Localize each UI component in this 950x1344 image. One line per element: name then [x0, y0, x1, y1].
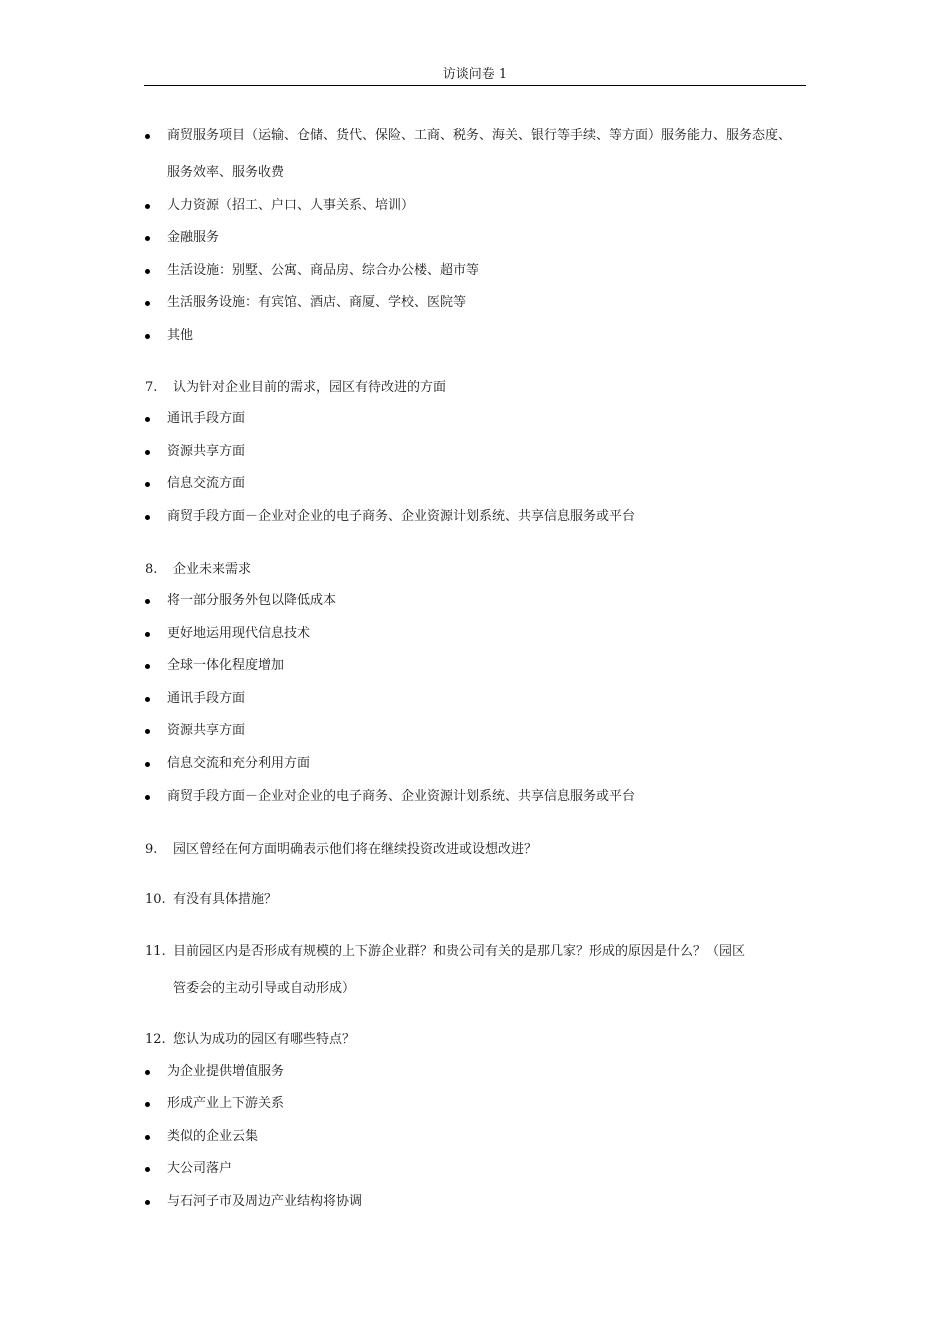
bullet-icon	[145, 1070, 150, 1075]
list-item: 信息交流和充分利用方面	[167, 756, 311, 771]
list-item: 形成产业上下游关系	[167, 1096, 285, 1111]
list-item: 金融服务	[167, 230, 220, 245]
question-number: 9.	[145, 842, 158, 857]
list-item: 商贸服务项目（运输、仓储、货代、保险、工商、税务、海关、银行等手续、等方面）服务能力、服务态度、	[167, 128, 792, 143]
list-item: 全球一体化程度增加	[167, 658, 285, 673]
bullet-icon	[145, 1167, 150, 1172]
question-text: 认为针对企业目前的需求，园区有待改进的方面	[173, 380, 447, 395]
bullet-icon	[145, 334, 150, 339]
question-text: 您认为成功的园区有哪些特点？	[173, 1032, 356, 1047]
list-item: 大公司落户	[167, 1161, 233, 1176]
list-item: 商贸手段方面－企业对企业的电子商务、企业资源计划系统、共享信息服务或平台	[167, 509, 636, 524]
question-text: 企业未来需求	[173, 562, 252, 577]
bullet-icon	[145, 450, 150, 455]
question-number: 11.	[145, 944, 166, 959]
list-item: 生活服务设施：有宾馆、酒店、商厦、学校、医院等	[167, 295, 467, 310]
list-item: 信息交流方面	[167, 476, 246, 491]
question-text: 目前园区内是否形成有规模的上下游企业群？和贵公司有关的是那几家？形成的原因是什么？（园区	[173, 944, 746, 959]
header-title: 访谈问卷 1	[442, 67, 508, 82]
bullet-icon	[145, 204, 150, 209]
question-number: 7.	[145, 380, 158, 395]
bullet-icon	[145, 1135, 150, 1140]
list-item: 商贸手段方面－企业对企业的电子商务、企业资源计划系统、共享信息服务或平台	[167, 789, 636, 804]
question-number: 8.	[145, 562, 158, 577]
question-text: 有没有具体措施？	[173, 892, 278, 907]
bullet-icon	[145, 417, 150, 422]
bullet-icon	[145, 1102, 150, 1107]
list-item: 生活设施：别墅、公寓、商品房、综合办公楼、超市等	[167, 263, 480, 278]
list-item: 通讯手段方面	[167, 691, 246, 706]
bullet-icon	[145, 515, 150, 520]
list-item: 与石河子市及周边产业结构将协调	[167, 1194, 363, 1209]
bullet-icon	[145, 762, 150, 767]
list-item: 其他	[167, 328, 194, 343]
list-item: 通讯手段方面	[167, 411, 246, 426]
list-item: 将一部分服务外包以降低成本	[167, 593, 337, 608]
bullet-icon	[145, 1200, 150, 1205]
bullet-icon	[145, 269, 150, 274]
bullet-icon	[145, 482, 150, 487]
bullet-icon	[145, 599, 150, 604]
bullet-icon	[145, 729, 150, 734]
bullet-icon	[145, 632, 150, 637]
question-number: 10.	[145, 892, 166, 907]
bullet-icon	[145, 236, 150, 241]
list-item: 人力资源（招工、户口、人事关系、培训）	[167, 198, 415, 213]
list-item: 服务效率、服务收费	[167, 165, 285, 180]
question-number: 12.	[145, 1032, 166, 1047]
question-text: 管委会的主动引导或自动形成）	[173, 981, 356, 996]
list-item: 资源共享方面	[167, 723, 246, 738]
bullet-icon	[145, 301, 150, 306]
bullet-icon	[145, 697, 150, 702]
list-item: 资源共享方面	[167, 444, 246, 459]
question-text: 园区曾经在何方面明确表示他们将在继续投资改进或设想改进？	[173, 842, 538, 857]
bullet-icon	[145, 795, 150, 800]
list-item: 更好地运用现代信息技术	[167, 626, 311, 641]
header-rule	[144, 85, 806, 86]
bullet-icon	[145, 664, 150, 669]
list-item: 为企业提供增值服务	[167, 1064, 285, 1079]
list-item: 类似的企业云集	[167, 1129, 259, 1144]
bullet-icon	[145, 134, 150, 139]
